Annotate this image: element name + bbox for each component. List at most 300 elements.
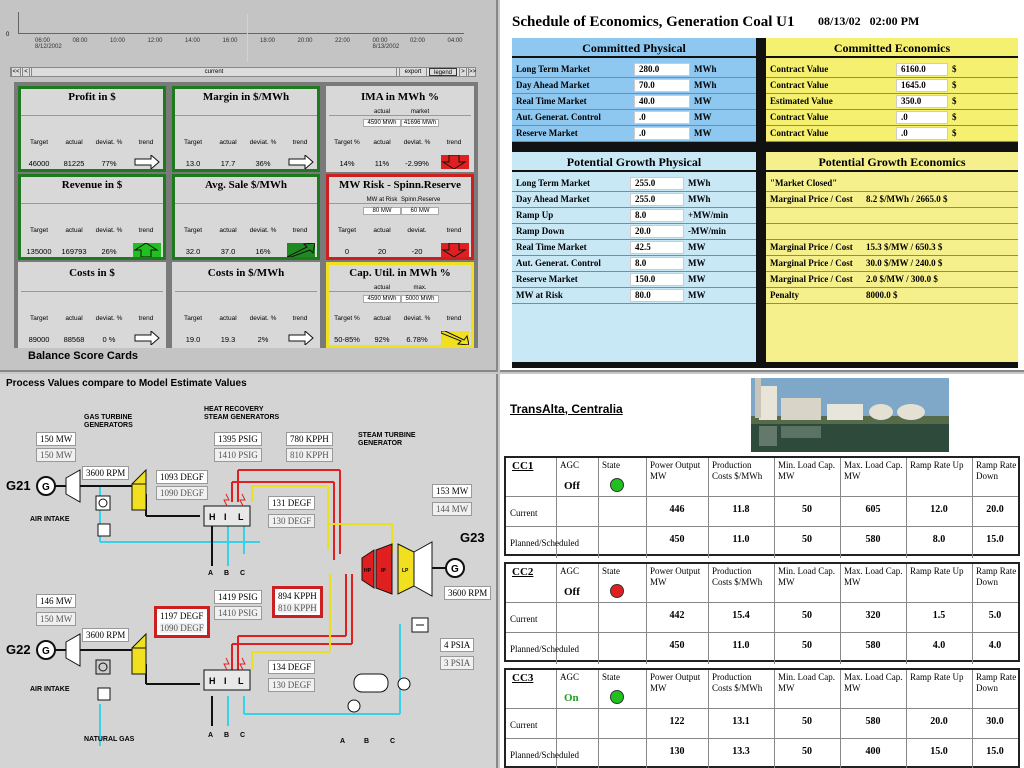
grid-line — [506, 632, 1018, 633]
scorecard-deviat-value: 26% — [101, 247, 117, 256]
scorecard-target-value: 46000 — [28, 159, 50, 168]
trend-arrow-shape — [135, 155, 159, 169]
scorecard-divider — [175, 291, 317, 292]
committed-physical-pane — [512, 38, 756, 142]
unit-current-value: 50 — [802, 610, 812, 621]
scorecard-col-header: actual — [65, 315, 83, 322]
trend-upright-arrow-icon — [287, 243, 315, 257]
trend-cell — [287, 243, 315, 257]
nav-next-button[interactable]: > — [459, 68, 467, 76]
committed-economics-header: Committed Economics — [766, 38, 1018, 58]
unit-col-header: Production Costs $/MWh — [712, 566, 763, 587]
schedule-row-label: Day Ahead Market — [516, 194, 590, 204]
export-button[interactable]: export — [399, 68, 427, 76]
unit-col-header: Min. Load Cap. MW — [778, 566, 835, 587]
svg-text:G: G — [42, 482, 50, 493]
schedule-row-label: Contract Value — [770, 128, 829, 138]
transalta-panel — [500, 374, 1024, 768]
nav-prev-button[interactable]: < — [22, 68, 30, 76]
trend-cell — [287, 155, 315, 169]
unit-col-header: Ramp Rate Down — [976, 460, 1017, 481]
gas-turbine-label: GAS TURBINE GENERATORS — [84, 414, 133, 429]
schedule-row — [512, 62, 756, 78]
scorecard-sub-value: 4590 MWh — [363, 295, 401, 303]
g22-a-label: A — [208, 732, 214, 739]
unit-current-value: 50 — [802, 504, 812, 515]
g21-b-label: B — [224, 570, 230, 577]
schedule-row-unit: MW — [688, 258, 706, 268]
scorecard[interactable] — [18, 262, 166, 348]
scorecard-col-header: actual — [65, 227, 83, 234]
grid-line — [506, 708, 1018, 709]
schedule-row-unit: MWh — [694, 64, 717, 74]
scorecard-actual-value: 20 — [377, 247, 387, 256]
scorecard-actual-value: 169793 — [61, 247, 87, 256]
schedule-row-label: "Market Closed" — [770, 178, 838, 188]
unit-col-header: AGC — [560, 672, 580, 682]
trend-cell — [133, 243, 161, 257]
scorecard-divider — [329, 115, 471, 116]
schedule-row-value: 42.5 — [630, 241, 684, 254]
unit-name: CC3 — [512, 672, 534, 684]
unit-planned-value: 11.0 — [732, 534, 750, 545]
timeline-cursor[interactable] — [247, 14, 248, 62]
committed-physical-header: Committed Physical — [512, 38, 756, 58]
unit-col-header: Power Output MW — [650, 566, 701, 587]
g23-rpm: 3600 RPM — [444, 586, 491, 600]
scorecard-col-header: Target — [29, 227, 49, 234]
timeline-tick-date: 8/12/2002 — [35, 44, 62, 50]
schedule-row-label: Ramp Down — [516, 226, 565, 236]
schedule-row-value: .0 — [896, 111, 948, 124]
scorecard-title: IMA in MWh % — [361, 91, 439, 103]
schedule-row-label: Ramp Up — [516, 210, 554, 220]
timeline-tick-time: 06:00 — [35, 38, 51, 44]
unit-col-header: Max. Load Cap. MW — [844, 460, 903, 481]
scorecard-col-header: actual — [373, 315, 391, 322]
schedule-row — [512, 78, 756, 94]
unit-name: CC1 — [512, 460, 534, 472]
scorecard-target-value: 32.0 — [185, 247, 201, 256]
committed-economics-pane — [766, 38, 1018, 142]
unit-col-header: Production Costs $/MWh — [712, 460, 763, 481]
steam-turbine-label: STEAM TURBINE GENERATOR — [358, 432, 416, 447]
unit-current-value: 442 — [669, 610, 685, 621]
schedule-row — [512, 176, 756, 192]
scorecard[interactable] — [172, 174, 320, 260]
schedule-row-value: 8.0 — [630, 209, 684, 222]
trend-arrow-shape — [441, 331, 469, 345]
unit-planned-value: 400 — [865, 746, 881, 757]
scorecard-col-header: deviat. — [407, 227, 427, 234]
g22-kpph-alarm — [272, 586, 323, 618]
agc-status[interactable]: Off — [564, 480, 580, 492]
g21-psig: 1395 PSIG — [214, 432, 262, 446]
schedule-row — [512, 192, 756, 208]
schedule-row — [766, 110, 1018, 126]
unit-current-value: 1.5 — [932, 610, 946, 621]
scorecard-col-header: actual — [373, 139, 391, 146]
grid-line — [598, 564, 599, 664]
trend-cell — [441, 331, 469, 345]
unit-col-header: Ramp Rate Down — [976, 566, 1017, 587]
scorecard-col-header: actual — [219, 139, 237, 146]
scorecard[interactable] — [326, 86, 474, 172]
unit-current-value: 122 — [669, 716, 685, 727]
schedule-row-value: .0 — [634, 111, 690, 124]
timeline-track[interactable] — [18, 12, 464, 50]
scorecard-deviat-value: -20 — [411, 247, 423, 256]
grid-line — [506, 738, 1018, 739]
schedule-row-label: Penalty — [770, 290, 799, 300]
scorecard-sub-value: 5000 MWh — [401, 295, 439, 303]
scorecard-col-header: actual — [219, 227, 237, 234]
scorecard[interactable] — [18, 86, 166, 172]
balance-scorecards-panel — [0, 0, 498, 372]
schedule-title: Schedule of Economics, Generation Coal U1 — [512, 14, 795, 30]
schedule-row-label: Long Term Market — [516, 64, 590, 74]
scorecard-sub-value: 4590 MWh — [363, 119, 401, 127]
g21-mw: 150 MW — [36, 432, 76, 446]
scorecard-col-header: Target % — [334, 139, 360, 146]
scorecard-actual-value: 81225 — [63, 159, 85, 168]
scorecard-divider — [175, 115, 317, 116]
timeline-tick-time: 14:00 — [185, 38, 201, 44]
scorecard-sub-header: market — [410, 109, 430, 115]
schedule-date: 08/13/02 — [818, 14, 861, 28]
scorecard-col-header: Target % — [334, 315, 360, 322]
schedule-row — [766, 288, 1018, 304]
g21-psig-model: 1410 PSIG — [214, 448, 262, 462]
unit-col-header: Max. Load Cap. MW — [844, 672, 903, 693]
g21-kpph-model: 810 KPPH — [286, 448, 333, 462]
row-label-planned: Planned/Scheduled — [510, 644, 579, 654]
transalta-title: TransAlta, Centralia — [510, 402, 623, 416]
schedule-row-label: Contract Value — [770, 80, 829, 90]
timeline-tick — [410, 38, 425, 44]
scorecard-actual-value: 92% — [374, 335, 390, 344]
scorecard-col-header: trend — [292, 227, 308, 234]
schedule-row-unit: -MW/min — [688, 226, 726, 236]
schedule-row-unit: MW — [688, 242, 706, 252]
scorecard-target-value: 50-85% — [334, 335, 360, 344]
scorecard-sub-header: actual — [373, 285, 390, 291]
unit-current-value: 20.0 — [986, 504, 1004, 515]
timeline-tick-time: 08:00 — [72, 38, 88, 44]
g22-out-degf-model: 130 DEGF — [268, 678, 315, 692]
scorecard-deviat-value: 6.78% — [406, 335, 428, 344]
unit-planned-value: 8.0 — [932, 534, 946, 545]
scorecard-divider — [21, 203, 163, 204]
g21-degf-model: 1090 DEGF — [156, 486, 208, 500]
unit-col-header: Max. Load Cap. MW — [844, 566, 903, 587]
svg-text:I: I — [224, 676, 227, 686]
schedule-row-unit: $ — [952, 64, 957, 74]
schedule-row-label: Reserve Market — [516, 128, 578, 138]
schedule-row-value: 30.0 $/MW / 240.0 $ — [866, 258, 943, 268]
g22-mw-model: 150 MW — [36, 612, 76, 626]
trend-arrow-shape — [135, 243, 157, 257]
row-label-current: Current — [510, 720, 538, 730]
g23-mw: 153 MW — [432, 484, 472, 498]
trend-arrow-shape — [289, 155, 313, 169]
unit-current-value: 15.4 — [732, 610, 750, 621]
svg-text:G: G — [451, 564, 459, 575]
trend-down-arrow-icon — [441, 243, 469, 257]
unit-planned-value: 50 — [802, 640, 812, 651]
schedule-row-unit: MW — [688, 290, 706, 300]
grid-line — [506, 526, 1018, 527]
timeline-tick-time: 20:00 — [297, 38, 313, 44]
schedule-row — [766, 192, 1018, 208]
schedule-row-label: MW at Risk — [516, 290, 563, 300]
unit-planned-value: 15.0 — [986, 534, 1004, 545]
schedule-row-value: 8000.0 $ — [866, 290, 898, 300]
unit-cc2-table — [504, 562, 1020, 662]
scorecard-col-header: trend — [138, 315, 154, 322]
scorecard-deviat-value: -2.99% — [405, 159, 429, 168]
row-label-planned: Planned/Scheduled — [510, 750, 579, 760]
potential-physical-header: Potential Growth Physical — [512, 152, 756, 172]
timeline-tick — [35, 38, 62, 50]
timeline-tick-time: 18:00 — [260, 38, 276, 44]
trend-cell — [287, 331, 315, 345]
g23-mw-model: 144 MW — [432, 502, 472, 516]
unit-col-header: Ramp Rate Down — [976, 672, 1017, 693]
scorecard-divider — [329, 203, 471, 204]
grid-line — [598, 458, 599, 558]
scorecard-actual-value: 17.7 — [220, 159, 236, 168]
timeline-tick-time: 02:00 — [410, 38, 426, 44]
scorecard-title: Revenue in $ — [61, 179, 123, 191]
schedule-row-value: 2.0 $/MW / 300.0 $ — [866, 274, 938, 284]
agc-status[interactable]: Off — [564, 586, 580, 598]
scorecard-title: Costs in $/MWh — [207, 267, 285, 279]
unit-planned-value: 11.0 — [732, 640, 750, 651]
unit-current-value: 580 — [865, 716, 881, 727]
unit-planned-value: 50 — [802, 534, 812, 545]
scorecard[interactable] — [326, 262, 474, 348]
trend-cell — [133, 155, 161, 169]
state-indicator-icon — [610, 690, 624, 704]
timeline-tick — [185, 38, 200, 44]
scorecard-col-header: Target — [29, 315, 49, 322]
schedule-time: 02:00 PM — [869, 14, 920, 28]
schedule-row-unit: MW — [688, 274, 706, 284]
g22-b-label: B — [224, 732, 230, 739]
svg-text:H: H — [209, 676, 216, 686]
scorecard-col-header: actual — [373, 227, 391, 234]
g22-label: G22 — [6, 642, 31, 657]
legend-button[interactable]: legend — [429, 68, 457, 76]
trend-arrow-shape — [287, 243, 315, 257]
schedule-row-unit: MW — [694, 112, 712, 122]
unit-planned-value: 130 — [669, 746, 685, 757]
schedule-row-label: Aut. Generat. Control — [516, 258, 601, 268]
timeline-tick — [260, 38, 275, 44]
schedule-row-unit: MWh — [688, 178, 711, 188]
trend-right-arrow-icon — [287, 331, 315, 345]
g21-out-degf: 131 DEGF — [268, 496, 315, 510]
trend-arrow-shape — [443, 243, 465, 257]
current-button[interactable]: current — [31, 68, 397, 76]
scorecard-deviat-value: 2% — [257, 335, 269, 344]
scorecard[interactable] — [172, 86, 320, 172]
schedule-row — [512, 288, 756, 304]
schedule-row-value: 15.3 $/MW / 650.3 $ — [866, 242, 943, 252]
scorecard-col-header: deviat. % — [95, 139, 123, 146]
timeline-axis-label: 0 — [6, 32, 10, 38]
trend-cell — [133, 331, 161, 345]
scorecard-deviat-value: 0 % — [102, 335, 116, 344]
schedule-row-label: Contract Value — [770, 112, 829, 122]
scorecard-sub-header: max. — [413, 285, 427, 291]
scorecard-divider — [175, 203, 317, 204]
scorecard-title: Costs in $ — [69, 267, 115, 279]
schedule-datetime — [818, 14, 919, 29]
timeline-tick-time: 04:00 — [447, 38, 463, 44]
schedule-row — [766, 126, 1018, 142]
trend-arrow-shape — [289, 331, 313, 345]
plant-photo — [751, 378, 949, 452]
unit-current-value: 13.1 — [732, 716, 750, 727]
aux-b-label: B — [364, 738, 370, 745]
unit-col-header: Ramp Rate Up — [910, 566, 964, 576]
schedule-row-label: Day Ahead Market — [516, 80, 590, 90]
schedule-row-unit: MW — [694, 96, 712, 106]
scorecard-col-header: Target — [183, 227, 203, 234]
schedule-row — [766, 78, 1018, 94]
unit-planned-value: 15.0 — [930, 746, 948, 757]
schedule-row — [766, 256, 1018, 272]
timeline-tick — [73, 38, 88, 44]
svg-text:I: I — [224, 512, 227, 522]
unit-cc1-table — [504, 456, 1020, 556]
g23-psia: 4 PSIA — [440, 638, 474, 652]
scorecard-col-header: actual — [65, 139, 83, 146]
unit-col-header: AGC — [560, 460, 580, 470]
g22-mw: 146 MW — [36, 594, 76, 608]
g21-kpph: 780 KPPH — [286, 432, 333, 446]
unit-planned-value: 4.0 — [932, 640, 946, 651]
grid-line — [506, 602, 1018, 603]
scorecard[interactable] — [18, 174, 166, 260]
schedule-row — [512, 240, 756, 256]
potential-physical-pane — [512, 152, 756, 362]
schedule-row — [766, 272, 1018, 288]
scorecard[interactable] — [326, 174, 474, 260]
aux-c-label: C — [390, 738, 396, 745]
potential-economics-header: Potential Growth Economics — [766, 152, 1018, 172]
unit-col-header: AGC — [560, 566, 580, 576]
g21-c-label: C — [240, 570, 246, 577]
timeline-tick-time: 22:00 — [335, 38, 351, 44]
scorecard-target-value: 19.0 — [185, 335, 201, 344]
unit-col-header: State — [602, 672, 620, 682]
schedule-row — [766, 176, 1018, 192]
row-label-current: Current — [510, 614, 538, 624]
aux-a-label: A — [340, 738, 346, 745]
g22-psig: 1419 PSIG — [214, 590, 262, 604]
scorecard-actual-value: 11% — [374, 159, 390, 168]
unit-planned-value: 4.0 — [988, 640, 1002, 651]
scorecard-col-header: Target — [183, 315, 203, 322]
schedule-row-value: 150.0 — [630, 273, 684, 286]
schedule-row-value: 8.0 — [630, 257, 684, 270]
grid-line — [598, 670, 599, 768]
timeline-tick-time: 16:00 — [222, 38, 238, 44]
schedule-row-unit: $ — [952, 128, 957, 138]
unit-col-header: Min. Load Cap. MW — [778, 460, 835, 481]
scorecard-target-value: 135000 — [26, 247, 52, 256]
unit-current-value: 30.0 — [986, 716, 1004, 727]
g21-out-degf-model: 130 DEGF — [268, 514, 315, 528]
process-title: Process Values compare to Model Estimate Values — [6, 378, 247, 389]
trend-down-arrow-icon — [441, 155, 469, 169]
unit-cc3-table — [504, 668, 1020, 768]
g22-degf: 1197 DEGF — [160, 611, 204, 621]
unit-current-value: 5.0 — [988, 610, 1002, 621]
schedule-row-unit: MW — [694, 128, 712, 138]
agc-status[interactable]: On — [564, 692, 579, 704]
scorecard-col-header: devlat. % — [403, 139, 431, 146]
schedule-row — [766, 240, 1018, 256]
schedule-row-value: 70.0 — [634, 79, 690, 92]
scorecard-title: Avg. Sale $/MWh — [205, 179, 287, 191]
timeline-tick-time: 00:00 — [372, 38, 388, 44]
schedule-row-label: Aut. Generat. Control — [516, 112, 601, 122]
scorecard-sub-value: 41696 MWh — [401, 119, 439, 127]
g22-degf-alarm — [154, 606, 210, 638]
scorecard-col-header: Target — [183, 139, 203, 146]
schedule-row — [512, 94, 756, 110]
state-indicator-icon — [610, 584, 624, 598]
row-label-planned: Planned/Scheduled — [510, 538, 579, 548]
unit-col-header: Min. Load Cap. MW — [778, 672, 835, 693]
scorecard-grid — [14, 82, 478, 348]
scorecard-actual-value: 19.3 — [220, 335, 236, 344]
schedule-row-value: 20.0 — [630, 225, 684, 238]
scorecard-col-header: trend — [446, 315, 462, 322]
schedule-row — [512, 224, 756, 240]
natural-gas-label: NATURAL GAS — [84, 736, 135, 743]
scorecard-sub-header: MW at Risk — [366, 197, 398, 203]
trend-right-arrow-icon — [133, 155, 161, 169]
schedule-row-value: 350.0 — [896, 95, 948, 108]
trend-arrow-shape — [135, 331, 159, 345]
scorecard-divider — [329, 291, 471, 292]
steam-turbine — [348, 542, 464, 712]
schedule-row-label: Estimated Value — [770, 96, 833, 106]
g21-equipment — [37, 470, 250, 536]
nav-last-button[interactable]: >> — [469, 69, 477, 75]
process-values-panel — [0, 374, 498, 768]
unit-planned-value: 580 — [865, 534, 881, 545]
svg-text:LP: LP — [402, 568, 409, 574]
timeline-tick-time: 12:00 — [147, 38, 163, 44]
scorecard-col-header: deviat. % — [249, 315, 277, 322]
nav-first-button[interactable]: << — [12, 69, 20, 75]
scorecard-sub-header: actual — [373, 109, 390, 115]
schedule-row-value: .0 — [896, 127, 948, 140]
unit-planned-value: 15.0 — [986, 746, 1004, 757]
scorecard-col-header: deviat. % — [249, 227, 277, 234]
scorecard[interactable] — [172, 262, 320, 348]
schedule-row-value: 280.0 — [634, 63, 690, 76]
schedule-row-unit: +MW/min — [688, 210, 729, 220]
scorecard-col-header: trend — [446, 227, 462, 234]
unit-planned-value: 450 — [669, 640, 685, 651]
